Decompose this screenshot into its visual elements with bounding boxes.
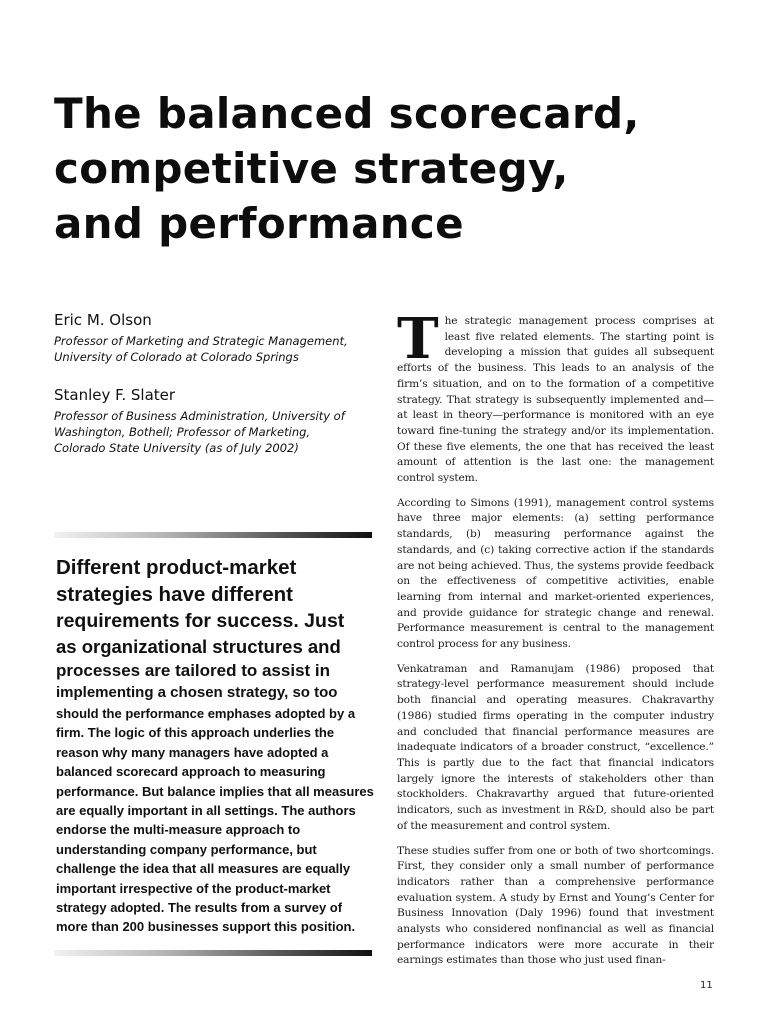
author-block-2	[54, 385, 354, 456]
title-line-2: competitive strategy,	[54, 144, 569, 193]
paragraph: Venkatraman and Ramanujam (1986) proposed that strategy-level performance measurement should include both financial and operating measures. Chakravarthy (1986) studied firms operating in the computer industry and concluded that financial performance measures are inadequate indicators of a broader construct, “excellence.” This is partly due to the fact that financial indicators largely ignore the interests of stakeholders other than stockholders. Chakravarthy argued that future-oriented indicators, such as investment in R&D, should also be part of the measurement and control system.	[397, 662, 714, 832]
pull-quote-line: implementing a chosen strategy, so too	[56, 684, 338, 701]
pull-quote-line: requirements for success. Just	[56, 610, 345, 632]
pull-quote-body: should the performance emphases adopted by a firm. The logic of this approach underlies the reason why many managers have adopted a balanced scorecard approach to measuring performance. But balance implies that all measures are equally important in all settings. The authors endorse the multi-measure approach to understanding company performance, but challenge the idea that all measures are equally important irrespective of the product-market strategy adopted. The results from a survey of more than 200 businesses support this position.	[56, 706, 374, 935]
pull-quote-line: as organizational structures and	[56, 636, 341, 657]
author-block-1	[54, 310, 354, 365]
author-name: Stanley F. Slater	[54, 386, 176, 404]
pull-quote-line: Different product-market	[56, 556, 297, 579]
paragraph-text: he strategic management process comprises at least five related elements. The starting point is developing a mission that guides all subsequent efforts of the business. This leads to an analysis of the firm’s situation, and on to the formation of a competitive strategy. That strategy is subsequently implemented and—at least in theory—performance is monitored with an eye toward fine-tuning the strategy and/or its implementation. Of these five elements, the one that has received the least amount of attention is the last one: the management control system.	[397, 315, 714, 485]
author-name: Eric M. Olson	[54, 311, 152, 329]
article-body	[397, 306, 714, 978]
pull-quote-bottom-rule	[54, 950, 372, 956]
drop-cap: T	[397, 306, 439, 372]
author-affiliation: Professor of Marketing and Strategic Management, University of Colorado at Colorado Springs	[54, 334, 348, 364]
author-affiliation: Professor of Business Administration, University of Washington, Bothell; Professor of Marketing, Colorado State University (as of July 2002)	[54, 409, 345, 455]
pull-quote-top-rule	[54, 532, 372, 538]
article-title	[54, 86, 694, 251]
paragraph	[397, 306, 714, 487]
pull-quote-line: strategies have different	[56, 582, 293, 606]
title-line-1: The balanced scorecard,	[54, 89, 640, 138]
title-line-3: and performance	[54, 199, 464, 248]
pull-quote-line: processes are tailored to assist in	[56, 661, 331, 680]
paragraph: These studies suffer from one or both of two shortcomings. First, they consider only a small number of performance indicators rather than a comprehensive performance evaluation system. A study by Ernst and Young’s Center for Business Innovation (Daly 1996) found that investment analysts who considered nonfinancial as well as financial performance indicators were more accurate in their earnings estimates than those who just used finan-	[397, 844, 714, 967]
paragraph: According to Simons (1991), management control systems have three major elements: (a) setting performance standards, (b) measuring performance against the standards, and (c) taking corrective action if the standards are not being achieved. Thus, the systems provide feedback on the effectiveness of competitive activities, enable learning from internal and market-oriented experiences, and provide guidance for strategic change and renewal. Performance measurement is central to the management control process for any business.	[397, 496, 714, 651]
page-number: 11	[700, 980, 713, 991]
pull-quote	[56, 555, 374, 937]
